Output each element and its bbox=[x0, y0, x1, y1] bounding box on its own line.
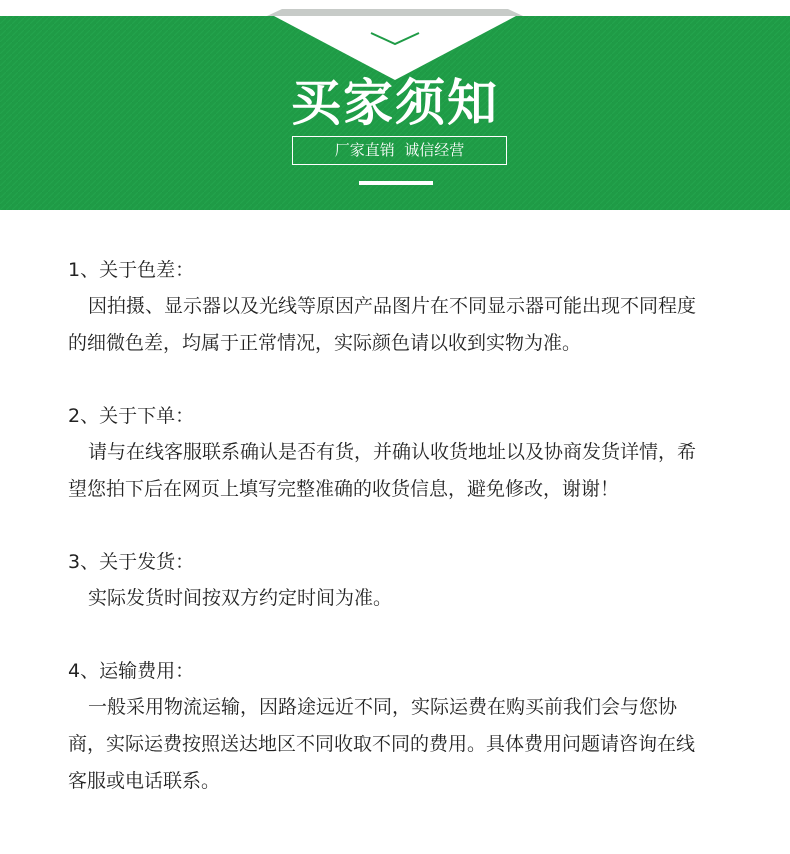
section-heading: 3、关于发货： bbox=[68, 551, 195, 573]
notice-section-ordering bbox=[68, 398, 708, 508]
top-tab-shadow bbox=[267, 9, 523, 16]
section-heading: 1、关于色差： bbox=[68, 259, 195, 281]
notice-section-shipping bbox=[68, 544, 708, 617]
subtitle-tagline: 厂家直销 诚信经营 bbox=[292, 136, 507, 165]
page-title: 买家须知 bbox=[291, 74, 499, 132]
notice-section-freight-cost bbox=[68, 653, 708, 800]
title-underline bbox=[359, 181, 433, 185]
section-heading: 2、关于下单： bbox=[68, 405, 195, 427]
section-heading: 4、运输费用： bbox=[68, 660, 195, 682]
section-body: 因拍摄、显示器以及光线等原因产品图片在不同显示器可能出现不同程度的细微色差，均属于正常情况，实际颜色请以收到实物为准。 bbox=[68, 295, 697, 354]
section-body: 请与在线客服联系确认是否有货，并确认收货地址以及协商发货详情，希望您拍下后在网页上填写完整准确的收货信息，避免修改，谢谢！ bbox=[68, 441, 697, 500]
section-body: 一般采用物流运输，因路途远近不同，实际运费在购买前我们会与您协商，实际运费按照送达地区不同收取不同的费用。具体费用问题请咨询在线客服或电话联系。 bbox=[68, 696, 696, 792]
notice-section-color-difference bbox=[68, 252, 708, 362]
header-banner bbox=[0, 0, 790, 210]
notice-content bbox=[68, 252, 708, 836]
section-body: 实际发货时间按双方约定时间为准。 bbox=[88, 587, 393, 609]
